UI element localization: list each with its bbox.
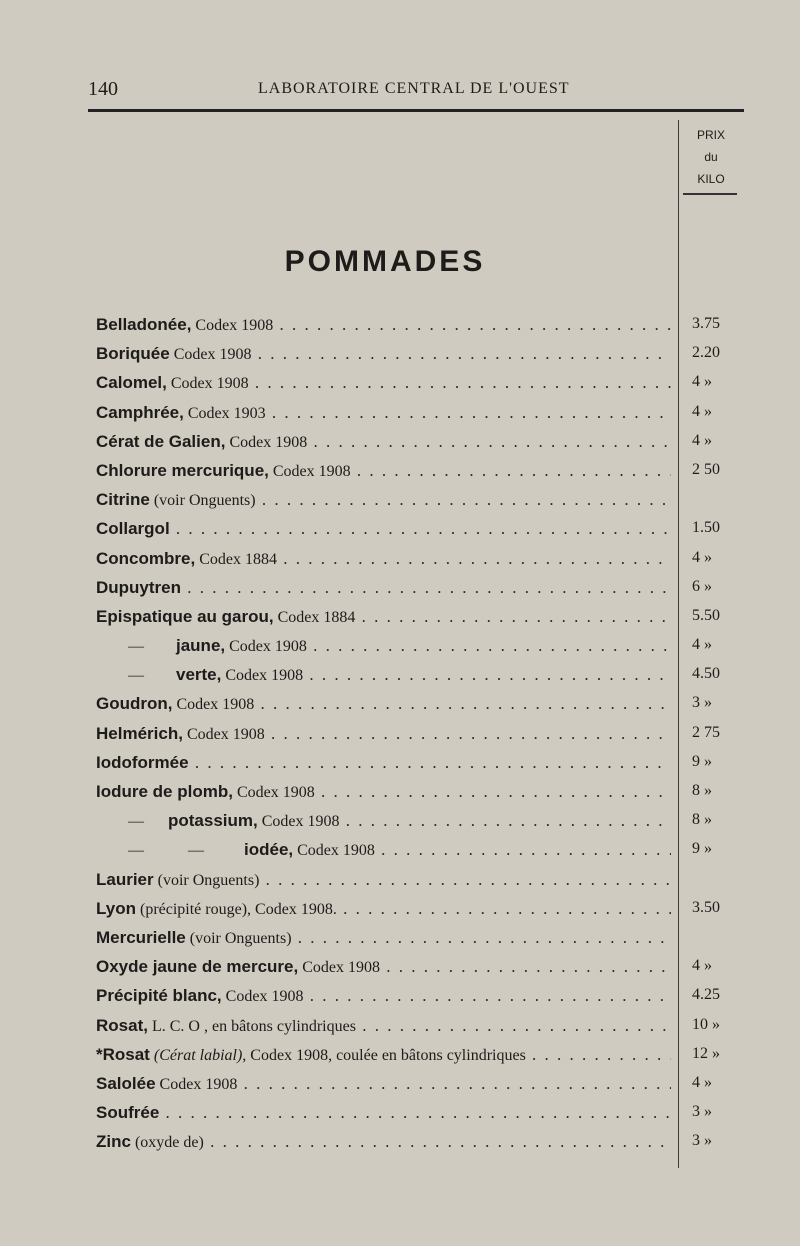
item-description: Codex 1908	[155, 1075, 238, 1093]
item-price: 9 »	[692, 752, 712, 770]
item-description: Codex 1908	[293, 842, 375, 860]
item-price: 4.25	[692, 986, 720, 1004]
item-name: Concombre,	[96, 548, 196, 568]
ditto-mark: — —	[128, 842, 244, 860]
list-item	[0, 1014, 800, 1043]
price-header-line: PRIX	[696, 128, 725, 142]
item-description: (oxyde de)	[130, 1134, 204, 1152]
item-description: Codex 1908	[182, 725, 265, 743]
item-name: potassium,	[168, 811, 258, 831]
list-item	[0, 955, 800, 984]
list-item	[0, 1072, 800, 1101]
item-text	[96, 519, 671, 539]
item-text	[96, 373, 671, 393]
item-description: Codex 1908	[221, 988, 304, 1006]
item-name: Camphrée,	[96, 402, 184, 422]
item-name: iodée,	[244, 840, 294, 860]
item-name: Salolée	[96, 1073, 156, 1093]
item-text	[96, 549, 671, 569]
item-text	[96, 957, 671, 977]
list-item	[0, 838, 800, 867]
list-item	[0, 722, 800, 751]
item-text	[96, 432, 671, 452]
running-head: LABORATOIRE CENTRAL DE L'OUEST	[258, 80, 570, 97]
list-item	[0, 692, 800, 721]
item-text	[96, 607, 671, 627]
item-description: Codex 1908	[166, 375, 249, 393]
item-name: Soufrée	[96, 1103, 160, 1123]
item-name: jaune,	[176, 636, 226, 656]
item-text	[96, 1132, 671, 1152]
item-description: (voir Onguents)	[153, 871, 260, 889]
list-item	[0, 984, 800, 1013]
item-name: Boriquée	[96, 344, 170, 364]
price-header-rule	[683, 193, 737, 195]
item-name: Dupuytren	[96, 577, 181, 597]
item-description: (précipité rouge), Codex 1908.	[135, 900, 337, 918]
list-item	[0, 1101, 800, 1130]
item-price: 3 »	[692, 694, 712, 712]
header-rule	[88, 109, 744, 112]
item-price: 8 »	[692, 782, 712, 799]
item-text	[96, 461, 671, 481]
item-description: Codex 1903	[183, 404, 266, 422]
item-price: 9 »	[692, 840, 712, 858]
list-item	[0, 430, 800, 459]
list-item	[0, 634, 800, 663]
item-name: Goudron,	[96, 694, 173, 714]
item-text	[96, 782, 671, 802]
list-item	[0, 517, 800, 546]
item-price: 10 »	[692, 1015, 720, 1033]
item-name: Collargol	[96, 519, 170, 539]
item-description: Codex 1908	[225, 638, 307, 656]
item-name: verte,	[176, 665, 222, 685]
item-price: 5.50	[692, 606, 720, 624]
item-price: 6 »	[692, 577, 712, 595]
item-price: 4 »	[692, 636, 712, 654]
item-price: 3.75	[692, 315, 720, 332]
list-item	[0, 576, 800, 605]
list-item	[0, 1043, 800, 1072]
item-text	[96, 315, 671, 335]
item-name: *Rosat	[96, 1044, 150, 1064]
item-price: 4.50	[692, 665, 720, 683]
item-description: Codex 1908	[298, 959, 380, 977]
item-description: Codex 1908	[191, 317, 274, 334]
item-description: Codex 1908	[232, 784, 315, 801]
item-text	[128, 840, 671, 860]
item-text	[96, 899, 671, 919]
item-text	[96, 490, 671, 510]
item-name: Zinc	[96, 1132, 131, 1152]
ditto-mark: —	[128, 638, 176, 656]
item-name: Belladonée,	[96, 315, 192, 334]
list-item	[0, 488, 800, 517]
item-name: Rosat,	[96, 1015, 148, 1035]
ditto-mark: —	[128, 813, 168, 831]
page-header	[88, 78, 743, 106]
list-item	[0, 897, 800, 926]
item-name: Oxyde jaune de mercure,	[96, 957, 299, 977]
item-price: 8 »	[692, 811, 712, 829]
list-item	[0, 780, 800, 809]
item-name: Helmérich,	[96, 723, 183, 743]
item-price: 4 »	[692, 402, 712, 420]
item-price: 4 »	[692, 548, 712, 566]
list-item	[0, 342, 800, 371]
item-name: Précipité blanc,	[96, 986, 222, 1006]
list-item	[0, 663, 800, 692]
item-name: Mercurielle	[96, 927, 186, 947]
item-description: Codex 1908	[268, 462, 351, 480]
item-text	[96, 578, 671, 598]
item-price: 4 »	[692, 957, 712, 975]
item-description: L. C. O , en bâtons cylindriques	[147, 1017, 356, 1035]
item-text	[96, 1103, 671, 1123]
list-item	[0, 371, 800, 400]
item-name: Laurier	[96, 869, 154, 889]
item-name: Calomel,	[96, 373, 167, 393]
item-description: Codex 1908	[169, 346, 252, 364]
price-header-line: KILO	[697, 172, 725, 186]
item-price: 3 »	[692, 1132, 712, 1150]
item-text	[128, 811, 671, 831]
item-text	[96, 1074, 671, 1094]
item-italic-note: (Cérat labial),	[149, 1046, 247, 1064]
item-description: Codex 1908, coulée en bâtons cylindriques	[246, 1046, 526, 1064]
item-text	[128, 636, 671, 656]
item-description: Codex 1908	[225, 433, 308, 451]
item-text	[96, 344, 671, 364]
item-price: 1.50	[692, 519, 720, 537]
page-number: 140	[88, 78, 118, 100]
list-item	[0, 1130, 800, 1159]
item-price: 4 »	[692, 1073, 712, 1091]
item-price: 3.50	[692, 898, 720, 916]
item-text	[96, 870, 671, 890]
item-description: Codex 1908	[257, 813, 340, 831]
item-text	[96, 753, 671, 773]
item-price: 4 »	[692, 373, 712, 391]
item-name: Epispatique au garou,	[96, 606, 274, 626]
item-text	[96, 986, 671, 1006]
item-price: 2.20	[692, 344, 720, 362]
list-item	[0, 547, 800, 576]
item-name: Iodoformée	[96, 752, 189, 772]
item-description: (voir Onguents)	[185, 929, 292, 947]
item-price: 2 50	[692, 460, 720, 478]
item-text	[96, 928, 671, 948]
price-column-header	[683, 124, 739, 190]
list-item	[0, 926, 800, 955]
list-item	[0, 751, 800, 780]
item-price: 4 »	[692, 431, 712, 449]
item-description: Codex 1908	[172, 696, 255, 714]
section-title: POMMADES	[284, 245, 486, 278]
item-description: Codex 1884	[195, 550, 277, 568]
item-text	[96, 403, 671, 423]
item-name: Chlorure mercurique,	[96, 460, 269, 480]
item-description: (voir Onguents)	[149, 492, 256, 510]
list-item	[0, 809, 800, 838]
ditto-mark: —	[128, 667, 176, 685]
item-text	[96, 1016, 671, 1036]
item-name: Cérat de Galien,	[96, 431, 226, 451]
list-item	[0, 459, 800, 488]
item-description: Codex 1908	[221, 667, 304, 685]
item-price: 12 »	[692, 1044, 720, 1062]
list-item	[0, 313, 800, 342]
list-item	[0, 868, 800, 897]
item-text	[96, 694, 671, 714]
item-text	[96, 1045, 671, 1065]
item-description: Codex 1884	[273, 608, 356, 626]
price-list	[0, 313, 800, 1159]
list-item	[0, 401, 800, 430]
item-name: Citrine	[96, 490, 150, 510]
item-name: Lyon	[96, 898, 136, 918]
item-name: Iodure de plomb,	[96, 782, 233, 801]
item-text	[128, 665, 671, 685]
list-item	[0, 605, 800, 634]
item-price: 3 »	[692, 1103, 712, 1121]
price-header-line: du	[704, 150, 718, 164]
item-price: 2 75	[692, 723, 720, 741]
item-text	[96, 724, 671, 744]
